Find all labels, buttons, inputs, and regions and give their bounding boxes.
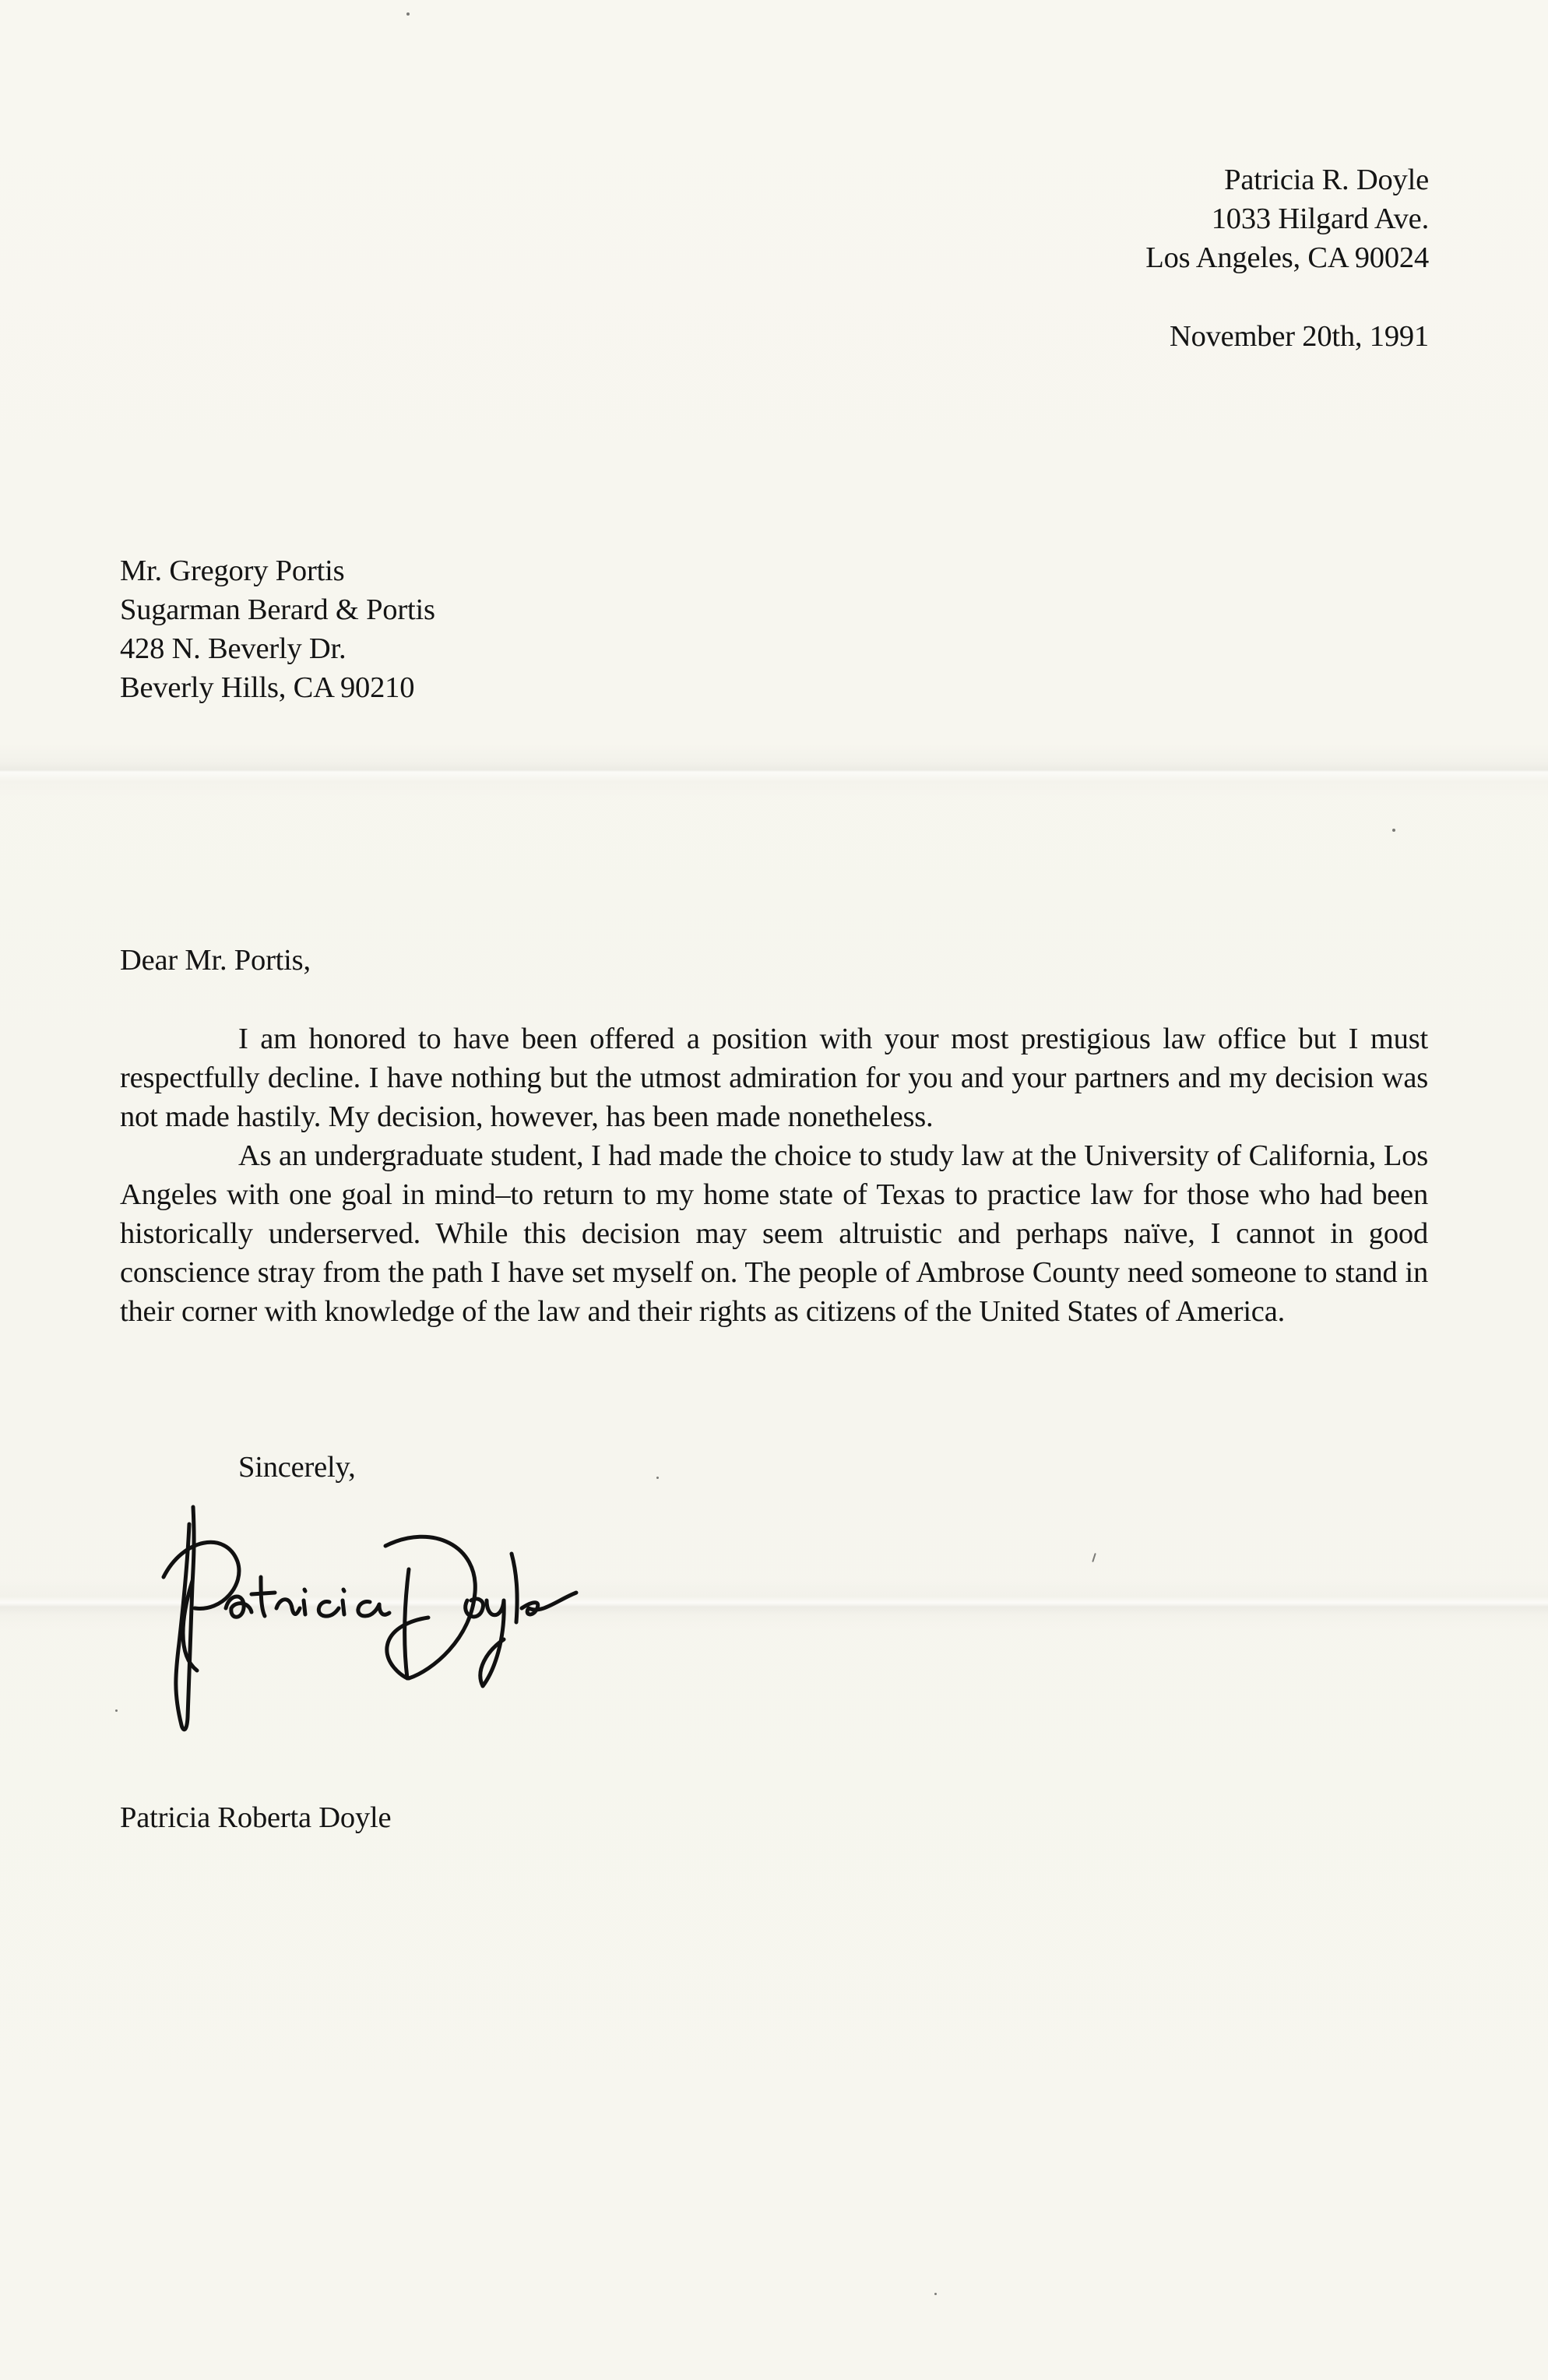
sender-address xyxy=(1145,160,1429,277)
body-paragraph: I am honored to have been offered a position with your most prestigious law office but I must respectfully decline. I have nothing but the utmost admiration for you and your partners and my decision was not made hastily. My decision, however, has been made nonetheless. xyxy=(120,1023,1428,1133)
letter-date: November 20th, 1991 xyxy=(1169,320,1429,353)
paper-speck xyxy=(1092,1553,1096,1562)
salutation: Dear Mr. Portis, xyxy=(120,944,311,977)
letter-body xyxy=(120,1019,1428,1331)
signer-name: Patricia Roberta Doyle xyxy=(120,1801,392,1834)
recipient-name: Mr. Gregory Portis xyxy=(120,555,345,587)
recipient-street: 428 N. Beverly Dr. xyxy=(120,632,347,665)
paper-speck xyxy=(656,1477,659,1479)
sender-city: Los Angeles, CA 90024 xyxy=(1145,241,1429,274)
closing: Sincerely, xyxy=(238,1451,356,1484)
recipient-address xyxy=(120,551,435,707)
paper-speck xyxy=(115,1709,118,1712)
paper-speck xyxy=(406,12,410,16)
signature-icon xyxy=(152,1484,588,1748)
sender-name: Patricia R. Doyle xyxy=(1224,164,1429,196)
paper-fold-crease xyxy=(0,744,1548,798)
paper-speck xyxy=(934,2293,937,2295)
recipient-city: Beverly Hills, CA 90210 xyxy=(120,671,415,704)
sender-street: 1033 Hilgard Ave. xyxy=(1211,202,1429,235)
recipient-firm: Sugarman Berard & Portis xyxy=(120,593,435,626)
paper-speck xyxy=(1392,829,1395,832)
body-paragraph: As an undergraduate student, I had made the choice to study law at the University of California, Los Angeles with one goal in mind–to return to my home state of Texas to practice law for those who had been historically underserved. While this decision may seem altruistic and perhaps naïve, I cannot in good conscience stray from the path I have set myself on. The people of Ambrose County need someone to stand in their corner with knowledge of the law and their rights as citizens of the United States of America. xyxy=(120,1139,1428,1328)
